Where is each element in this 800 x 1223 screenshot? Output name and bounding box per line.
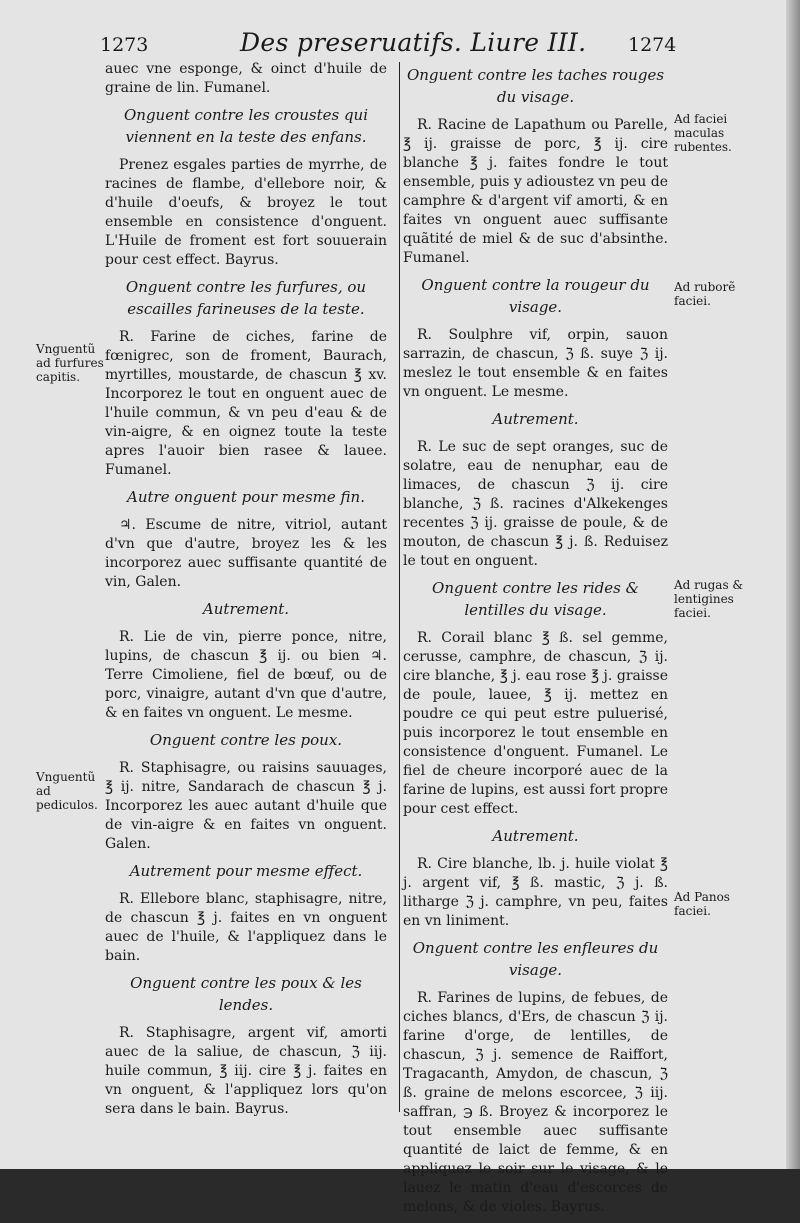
margin-note-right: Ad Panos faciei. [674,890,730,918]
left-column [105,60,387,1125]
section-heading: Autrement. [492,410,579,428]
section-heading: Autrement pour mesme effect. [129,862,363,880]
page-number-right: 1274 [628,34,677,56]
margin-note-right: Ad rugas & lentigines faciei. [674,578,744,620]
section-heading: Onguent contre les furfures, ou escailles farineuses de la teste. [125,278,367,318]
paragraph: R. Farine de ciches, farine de fœnigrec, son de froment, Baurach, myrtilles, moustarde, de chascun ℥ xv. Incorporez le tout en onguent auec de l'huile commun, & vn peu d'eau & de vin-aigre, & en oignez toute la teste apres l'auoir bien rasee & lauee. Fumanel. [105,329,387,478]
section-heading: Onguent contre les croustes qui viennent en la teste des enfans. [123,106,369,146]
section-heading: Onguent contre les poux & les lendes. [130,974,362,1014]
page-number-left: 1273 [100,34,149,56]
paragraph: ♃. Escume de nitre, vitriol, autant d'vn que d'autre, broyez les & les incorporez auec suffisante quantité de vin, Galen. [105,517,387,590]
paragraph: Prenez esgales parties de myrrhe, de racines de flambe, d'ellebore noir, & d'huile d'oeufs, & broyez le tout ensemble en consistence d'onguent. L'Huile de froment est fort souuerain pour cest effect. Bayrus. [105,157,387,268]
paragraph: R. Soulphre vif, orpin, sauon sarrazin, de chascun, ℨ ß. suye ℨ ij. meslez le tout ensemble & en faites vn onguent. Le mesme. [403,327,668,400]
section-heading: Onguent contre la rougeur du visage. [421,276,650,316]
section-heading: Autrement. [492,827,579,845]
running-head [0,24,800,64]
paragraph: R. Lie de vin, pierre ponce, nitre, lupins, de chascun ℥ ij. ou bien ♃. Terre Cimoliene, fiel de bœuf, ou de porc, vinaigre, autant d'vn que d'autre, & en faites vn onguent. Le mesme. [105,629,387,721]
right-column [403,60,668,1223]
column-divider [399,62,400,1112]
section-heading: Onguent contre les poux. [149,731,343,749]
section-heading: Onguent contre les taches rouges du visage. [406,66,665,106]
paragraph: R. Le suc de sept oranges, suc de solatre, eau de nenuphar, eau de limaces, de chascun ℨ ij. cire blanche, ℨ ß. racines d'Alkekenges recentes ℨ ij. graisse de poule, & de mouton, de chascun ℥ j. ß. Reduisez le tout en onguent. [403,439,668,569]
paragraph: R. Staphisagre, ou raisins sauuages, ℥ ij. nitre, Sandarach de chascun ℥ j. Incorporez les auec autant d'huile que de vin-aigre & en faites vn onguent. Galen. [105,760,387,852]
paragraph: R. Farines de lupins, de febues, de ciches blancs, d'Ers, de chascun ℨ ij. farine d'orge, de lentilles, de chascun, ℨ j. semence de Raiffort, Tragacanth, Amydon, de chascun, ℨ ß. graine de melons escorcee, ℨ iij. saffran, ℈ ß. Broyez & incorporez le tout ensemble auec suffisante quantité de laict de femme, & en appliquez le soir sur le visage, & le lauez le matin d'eau d'escorces de melons, & de violes. Bayrus. [403,990,668,1215]
section-heading: Autre onguent pour mesme fin. [127,488,365,506]
section-heading: Autrement. [202,600,290,618]
paragraph: R. Staphisagre, argent vif, amorti auec de la saliue, de chascun, ℨ iij. huile commun, ℥ iij. cire ℥ j. faites en vn onguent, & l'appliquez lors qu'on sera dans le bain. Bayrus. [105,1025,387,1117]
paragraph: R. Cire blanche, lb. j. huile violat ℥ j. argent vif, ℥ ß. mastic, ℨ j. ß. litharge ℨ j. camphre, vn peu, faites en vn liniment. [403,856,668,929]
margin-note-left: Vnguentũ ad pediculos. [36,770,98,812]
margin-note-right: Ad ruborẽ faciei. [674,280,736,308]
section-heading: Onguent contre les enfleures du visage. [412,939,659,979]
paragraph: R. Ellebore blanc, staphisagre, nitre, de chascun ℥ j. faites en vn onguent auec de l'huile, & l'appliquez dans le bain. [105,891,387,964]
margin-note-right: Ad faciei maculas rubentes. [674,112,732,154]
book-title: Des preseruatifs. Liure III. [240,28,587,57]
paragraph: R. Racine de Lapathum ou Parelle, ℥ ij. graisse de porc, ℥ ij. cire blanche ℥ j. faites fondre le tout ensemble, puis y adioustez vn peu de camphre & d'argent vif amorti, & en faites vn onguent auec suffisante quãtité de miel & de suc d'absinthe. Fumanel. [403,117,668,266]
paragraph: R. Corail blanc ℥ ß. sel gemme, cerusse, camphre, de chascun, ℨ ij. cire blanche, ℥ j. eau rose ℥ j. graisse de poule, lauee, ℥ ij. mettez en poudre ce qui peut estre puluerisé, puis incorporez le tout ensemble en consistence d'onguent. Fumanel. Le fiel de cheure incorporé auec de la farine de lupins, est aussi fort propre pour cest effect. [403,630,668,817]
paragraph: auec vne esponge, & oinct d'huile de graine de lin. Fumanel. [105,61,387,96]
margin-note-left: Vnguentũ ad furfures capitis. [36,342,104,384]
section-heading: Onguent contre les rides & lentilles du visage. [432,579,639,619]
